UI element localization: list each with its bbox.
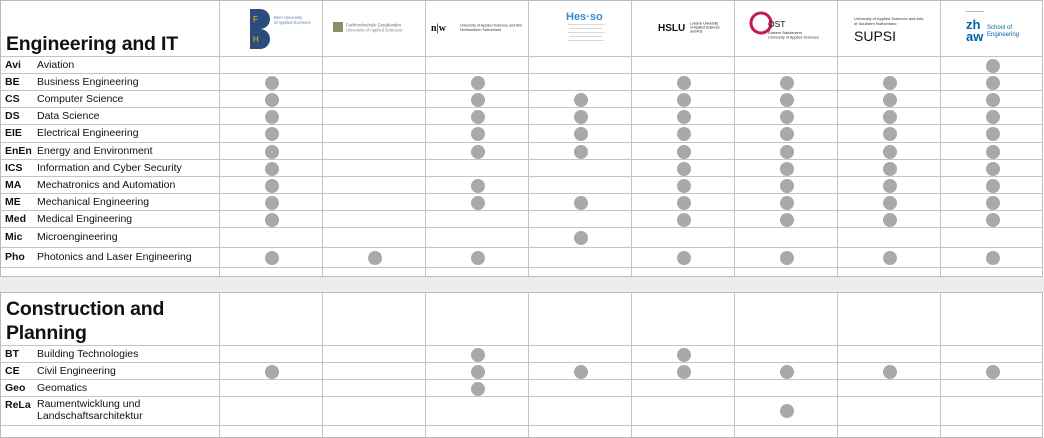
ost-line2: University of Applied Sciences	[768, 35, 819, 40]
row-divider	[1, 396, 1043, 397]
column-divider	[940, 293, 941, 437]
offered-dot-hslu	[677, 365, 691, 379]
supsi-logo-icon	[840, 7, 940, 47]
offered-dot-ost	[780, 179, 794, 193]
offered-dot-supsi	[883, 76, 897, 90]
program-code: EIE	[5, 127, 22, 139]
program-name: Business Engineering	[37, 76, 139, 88]
offered-dot-fhnw	[471, 76, 485, 90]
offered-dot-bfh	[265, 110, 279, 124]
program-name	[37, 398, 143, 422]
program-name: Microengineering	[37, 231, 118, 243]
offered-dot-hesso	[574, 127, 588, 141]
hesso-mark: Hes·so	[565, 11, 603, 23]
supsi-mark: SUPSI	[853, 28, 896, 44]
fhgr-line1: Fachhochschule Graubünden	[346, 22, 401, 28]
program-code: ICS	[5, 162, 23, 174]
program-code: MA	[5, 179, 22, 191]
offered-dot-zhaw	[986, 93, 1000, 107]
logo-fhnw[interactable]	[426, 1, 529, 53]
program-name-line: Raumentwicklung und	[37, 398, 141, 410]
bfh-letter-h: H	[252, 35, 259, 44]
program-code: ReLa	[5, 399, 31, 411]
logo-fhgr[interactable]	[323, 1, 426, 53]
bfh-logo-icon	[232, 5, 312, 49]
row-divider	[1, 379, 1043, 380]
section-title-line-2: Planning	[6, 322, 87, 344]
offered-dot-hslu	[677, 127, 691, 141]
offered-dot-bfh	[265, 213, 279, 227]
offered-dot-fhnw	[471, 145, 485, 159]
bfh-letter-f: F	[252, 15, 258, 24]
offered-dot-bfh	[265, 251, 279, 265]
row-divider	[1, 142, 1043, 143]
fhnw-line1: University of Applied Sciences and Arts	[459, 23, 522, 28]
program-code: Med	[5, 213, 26, 225]
offered-dot-fhnw	[471, 196, 485, 210]
header-divider	[1, 56, 1043, 57]
offered-dot-bfh	[265, 179, 279, 193]
column-divider	[528, 293, 529, 437]
logo-hesso[interactable]	[529, 1, 632, 53]
hslu-line2: of Applied Sciences	[689, 25, 720, 30]
ost-line1: Eastern Switzerland	[768, 31, 802, 35]
row-divider	[1, 159, 1043, 160]
zhaw-mark1: zh	[965, 17, 980, 32]
program-name: Building Technologies	[37, 348, 139, 360]
offered-dot-supsi	[883, 110, 897, 124]
program-name-line: Landschaftsarchitektur	[37, 410, 143, 422]
offered-dot-fhnw	[471, 127, 485, 141]
fhnw-mark: n|w	[430, 23, 446, 34]
hslu-line1: Lucerne University	[689, 21, 718, 26]
offered-dot-zhaw	[986, 251, 1000, 265]
offered-dot-hslu	[677, 110, 691, 124]
column-divider	[425, 293, 426, 437]
offered-dot-hesso	[574, 231, 588, 245]
offered-dot-zhaw	[986, 179, 1000, 193]
offered-dot-fhgr	[368, 251, 382, 265]
offered-dot-zhaw	[986, 59, 1000, 73]
offered-dot-ost	[780, 93, 794, 107]
construction-planning-panel	[0, 292, 1043, 438]
hslu-mark: HSLU	[657, 23, 685, 34]
program-name: Civil Engineering	[37, 365, 116, 377]
offered-dot-supsi	[883, 251, 897, 265]
program-name: Data Science	[37, 110, 100, 122]
program-name: Mechatronics and Automation	[37, 179, 176, 191]
program-name: Information and Cyber Security	[37, 162, 182, 174]
offered-dot-ost	[780, 76, 794, 90]
offered-dot-fhnw	[471, 348, 485, 362]
supsi-line2: of Southern Switzerland	[853, 21, 896, 26]
offered-dot-supsi	[883, 93, 897, 107]
fhnw-line2: Northwestern Switzerland	[459, 28, 501, 32]
offered-dot-zhaw	[986, 213, 1000, 227]
offered-dot-ost	[780, 162, 794, 176]
offered-dot-hslu	[677, 179, 691, 193]
offered-dot-supsi	[883, 365, 897, 379]
offered-dot-ost	[780, 127, 794, 141]
program-code: BE	[5, 76, 20, 88]
offered-dot-hslu	[677, 145, 691, 159]
offered-dot-zhaw	[986, 76, 1000, 90]
offered-dot-fhnw	[471, 251, 485, 265]
section-separator	[0, 277, 1044, 292]
bfh-line2: of Applied Sciences	[273, 20, 311, 25]
offered-dot-ost	[780, 251, 794, 265]
offered-dot-zhaw	[986, 110, 1000, 124]
column-divider	[322, 293, 323, 437]
zhaw-logo-icon	[948, 5, 1038, 49]
row-divider	[1, 247, 1043, 248]
row-divider	[1, 267, 1043, 268]
offered-dot-hesso	[574, 365, 588, 379]
offered-dot-bfh	[265, 162, 279, 176]
offered-dot-bfh	[265, 127, 279, 141]
offered-dot-zhaw	[986, 127, 1000, 141]
offered-dot-hesso	[574, 145, 588, 159]
program-name: Mechanical Engineering	[37, 196, 150, 208]
offered-dot-zhaw	[986, 196, 1000, 210]
logo-ost[interactable]	[735, 1, 838, 53]
row-divider	[1, 193, 1043, 194]
program-code: Avi	[5, 59, 21, 71]
program-name: Aviation	[37, 59, 75, 71]
section-title-construction-planning	[6, 297, 164, 345]
offered-dot-hslu	[677, 251, 691, 265]
offered-dot-fhnw	[471, 365, 485, 379]
offered-dot-zhaw	[986, 145, 1000, 159]
program-code: ME	[5, 196, 21, 208]
offered-dot-hslu	[677, 76, 691, 90]
program-name: Medical Engineering	[37, 213, 133, 225]
row-divider	[1, 210, 1043, 211]
offered-dot-fhnw	[471, 179, 485, 193]
supsi-line1: University of Applied Sciences and Arts	[853, 16, 923, 21]
offered-dot-supsi	[883, 196, 897, 210]
row-divider	[1, 90, 1043, 91]
offered-dot-zhaw	[986, 365, 1000, 379]
row-divider	[1, 425, 1043, 426]
header-divider	[1, 345, 1043, 346]
logo-zhaw[interactable]	[941, 1, 1044, 53]
offered-dot-bfh	[265, 145, 279, 159]
hslu-logo-icon	[639, 17, 729, 37]
offered-dot-hslu	[677, 196, 691, 210]
program-code: Pho	[5, 251, 25, 263]
fhgr-logo-icon	[327, 17, 422, 37]
column-divider	[631, 293, 632, 437]
program-code: EnEn	[5, 145, 32, 157]
offered-dot-supsi	[883, 179, 897, 193]
program-code: Geo	[5, 382, 26, 394]
offered-dot-fhnw	[471, 382, 485, 396]
program-code: BT	[5, 348, 19, 360]
offered-dot-supsi	[883, 145, 897, 159]
offered-dot-hesso	[574, 110, 588, 124]
offered-dot-ost	[780, 213, 794, 227]
ost-mark: OST	[768, 19, 786, 29]
offered-dot-supsi	[883, 127, 897, 141]
program-name: Geomatics	[37, 382, 88, 394]
program-code: CE	[5, 365, 20, 377]
fhgr-line2: University of Applied Sciences	[346, 27, 403, 33]
logo-supsi[interactable]	[838, 1, 941, 53]
offered-dot-hslu	[677, 93, 691, 107]
offered-dot-ost	[780, 196, 794, 210]
offered-dot-supsi	[883, 162, 897, 176]
fhnw-logo-icon	[428, 17, 528, 37]
row-divider	[1, 124, 1043, 125]
bfh-line1: Bern University	[273, 15, 302, 20]
offered-dot-ost	[780, 145, 794, 159]
column-divider	[734, 293, 735, 437]
column-divider	[837, 293, 838, 437]
logo-bfh[interactable]	[220, 1, 323, 53]
logo-hslu[interactable]	[632, 1, 735, 53]
offered-dot-fhnw	[471, 93, 485, 107]
offered-dot-supsi	[883, 213, 897, 227]
offered-dot-ost	[780, 404, 794, 418]
row-divider	[1, 107, 1043, 108]
hesso-logo-icon	[546, 7, 616, 47]
offered-dot-hesso	[574, 93, 588, 107]
section-title-line-1: Construction and	[6, 298, 165, 320]
offered-dot-bfh	[265, 93, 279, 107]
offered-dot-bfh	[265, 365, 279, 379]
program-name: Electrical Engineering	[37, 127, 139, 139]
hslu-line3: and Arts	[689, 29, 702, 34]
row-divider	[1, 176, 1043, 177]
offered-dot-fhnw	[471, 110, 485, 124]
ost-logo-icon	[739, 7, 834, 47]
offered-dot-zhaw	[986, 162, 1000, 176]
offered-dot-ost	[780, 365, 794, 379]
program-code: CS	[5, 93, 20, 105]
column-divider	[219, 293, 220, 437]
zhaw-mark2: aw	[965, 29, 983, 44]
offered-dot-bfh	[265, 76, 279, 90]
zhaw-line1: School of	[986, 25, 1012, 31]
program-code: DS	[5, 110, 20, 122]
offered-dot-hesso	[574, 196, 588, 210]
program-name: Computer Science	[37, 93, 124, 105]
row-divider	[1, 362, 1043, 363]
offered-dot-hslu	[677, 213, 691, 227]
section-title-engineering-it: Engineering and IT	[6, 33, 178, 55]
row-divider	[1, 227, 1043, 228]
program-code: Mic	[5, 231, 23, 243]
offered-dot-hslu	[677, 162, 691, 176]
program-name: Photonics and Laser Engineering	[37, 251, 192, 263]
offered-dot-hslu	[677, 348, 691, 362]
program-name: Energy and Environment	[37, 145, 153, 157]
row-divider	[1, 73, 1043, 74]
offered-dot-ost	[780, 110, 794, 124]
zhaw-line2: Engineering	[986, 32, 1019, 38]
offered-dot-bfh	[265, 196, 279, 210]
